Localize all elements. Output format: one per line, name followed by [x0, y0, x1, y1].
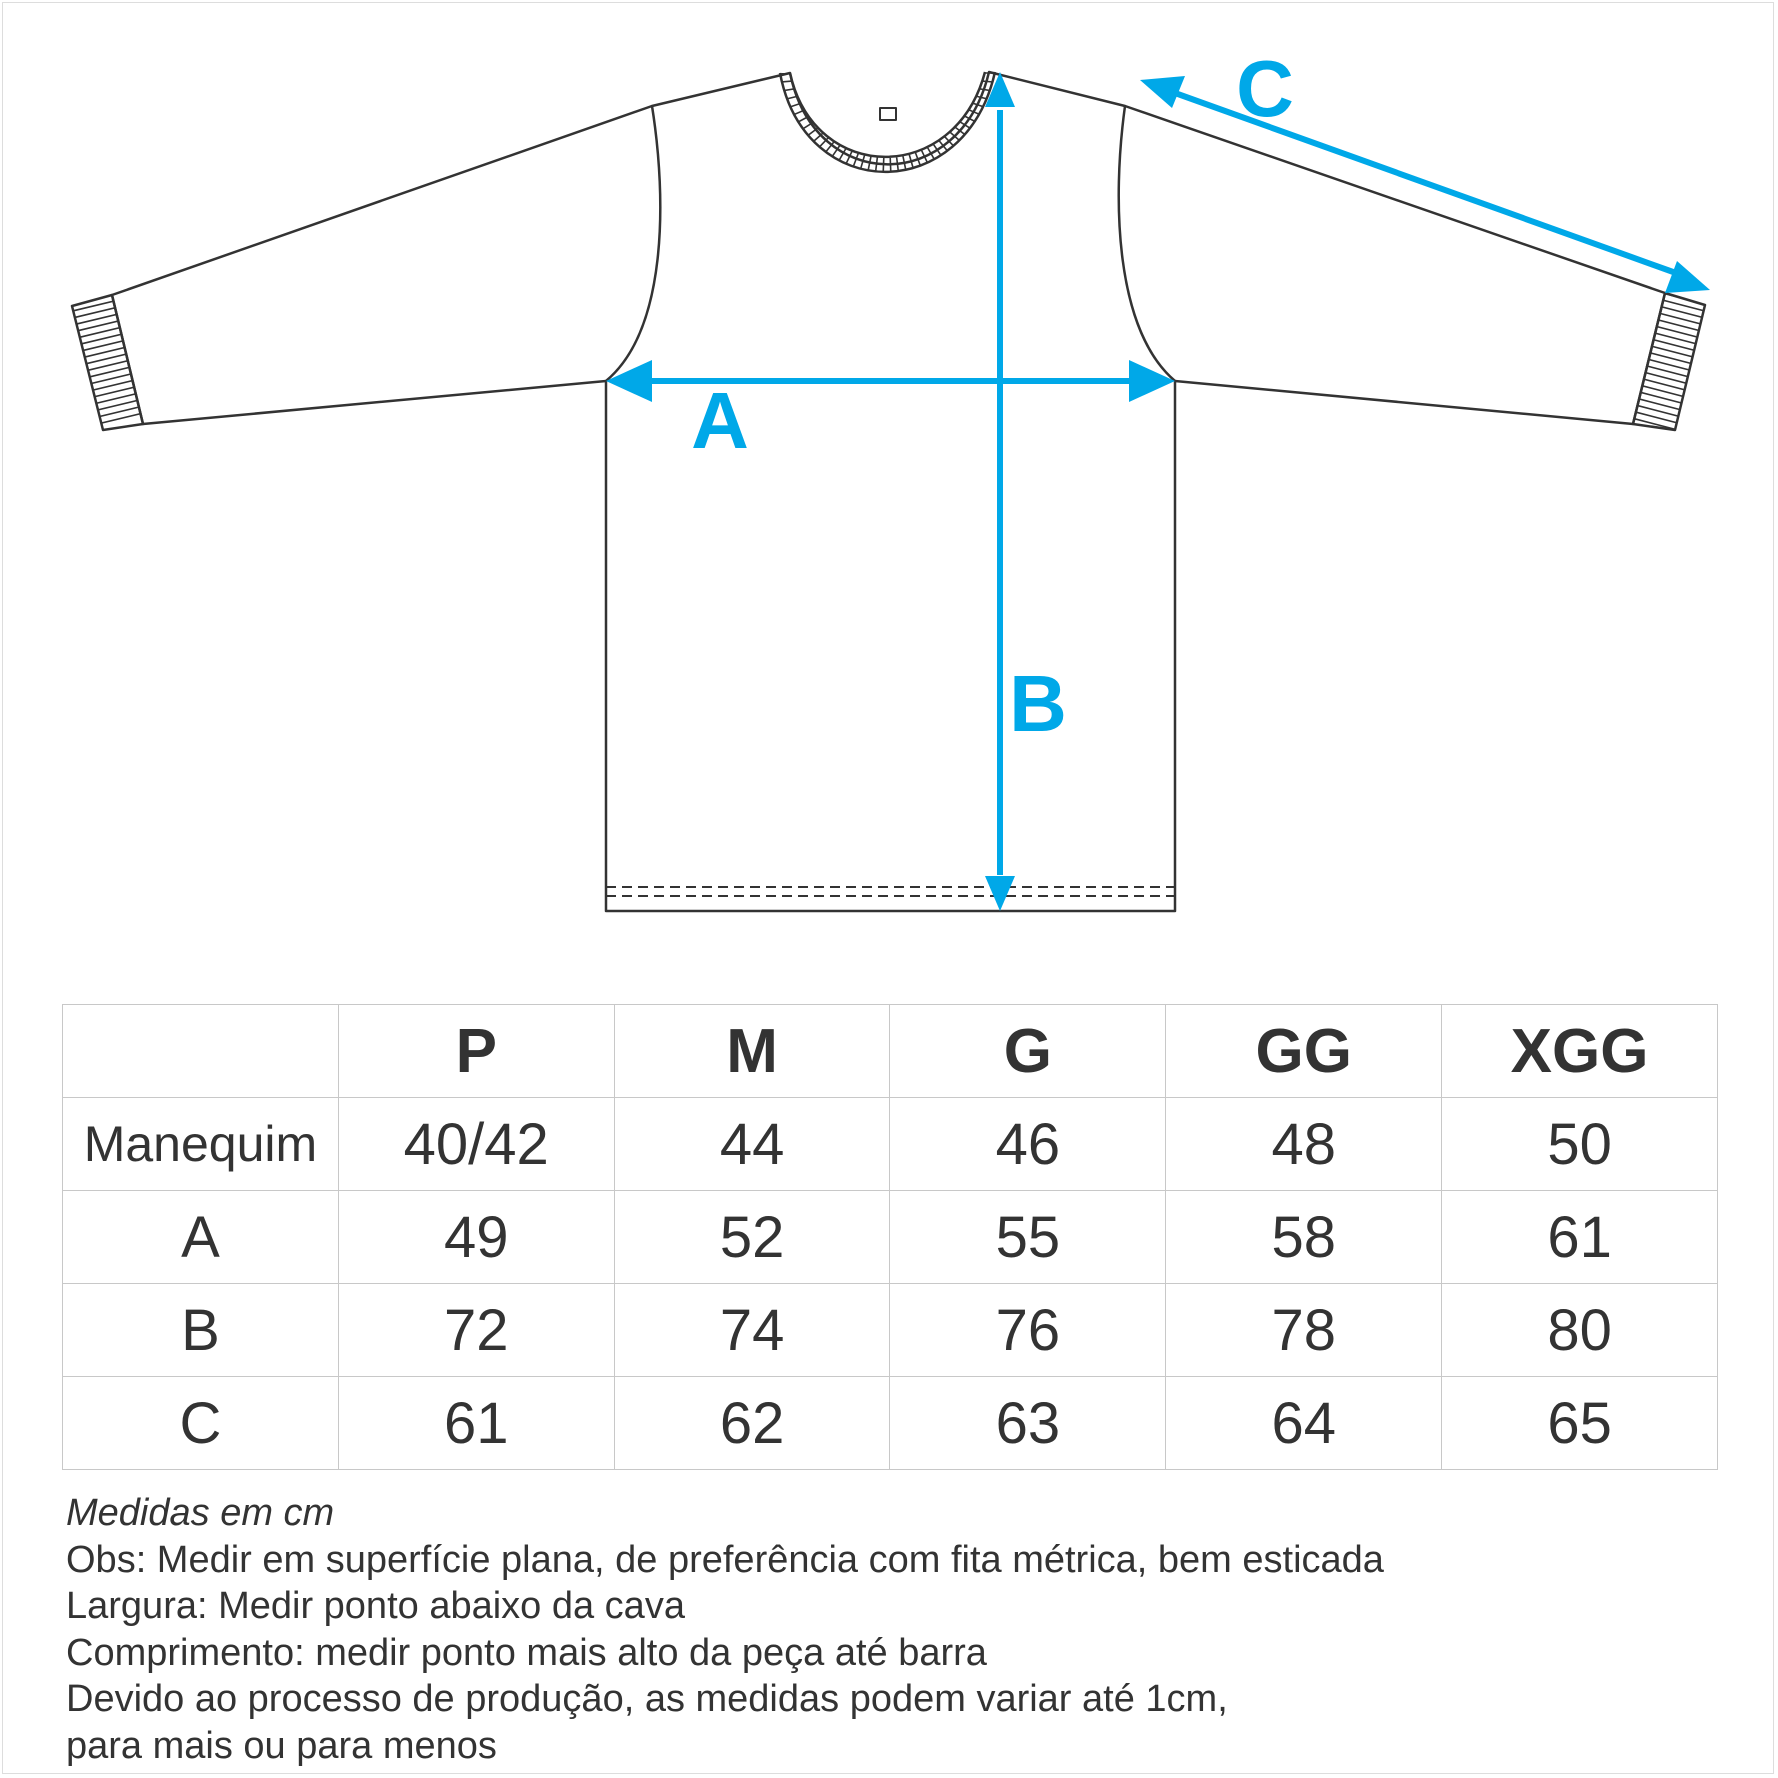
table-cell: 44	[614, 1098, 890, 1191]
right-cuff	[1633, 293, 1705, 430]
rib-line	[1620, 289, 1720, 315]
rib-line	[60, 367, 160, 391]
rib-line	[60, 332, 160, 356]
label-b: B	[1009, 659, 1067, 748]
rib-line	[769, 87, 808, 93]
note-line: para mais ou para menos	[66, 1724, 497, 1767]
table-cell: 63	[890, 1377, 1166, 1470]
rib-line	[60, 346, 160, 370]
table-row	[63, 1377, 1718, 1470]
rib-line	[767, 80, 807, 83]
rib-line	[60, 374, 160, 398]
rib-line	[770, 93, 809, 103]
rib-line	[1620, 310, 1720, 336]
rib-line	[1620, 317, 1720, 343]
rib-line	[60, 290, 160, 314]
measurement-notes	[66, 1490, 1706, 1769]
rib-line	[60, 353, 160, 377]
rib-line	[1620, 338, 1720, 364]
table-cell: 80	[1442, 1284, 1718, 1377]
row-label-cell: A	[63, 1191, 339, 1284]
size-header-cell: M	[614, 1005, 890, 1098]
rib-line	[1620, 373, 1720, 399]
size-table	[62, 1004, 1718, 1470]
rib-line	[1620, 415, 1720, 441]
table-cell: 62	[614, 1377, 890, 1470]
rib-line	[836, 150, 853, 186]
table-cell: 49	[338, 1191, 614, 1284]
row-label-cell: C	[63, 1377, 339, 1470]
table-cell: 65	[1442, 1377, 1718, 1470]
size-header-cell: P	[338, 1005, 614, 1098]
note-line: Devido ao processo de produção, as medidas podem variar até 1cm,	[66, 1678, 1228, 1720]
size-header-cell: XGG	[1442, 1005, 1718, 1098]
rib-line	[60, 297, 160, 321]
table-cell: 58	[1166, 1191, 1442, 1284]
rib-line	[60, 360, 160, 384]
label-tag	[880, 108, 896, 120]
rib-line	[1620, 359, 1720, 385]
table-row	[63, 1098, 1718, 1191]
rib-line	[1620, 324, 1720, 350]
rib-line	[1620, 352, 1720, 378]
shirt-body-outline	[606, 72, 1175, 911]
rib-line	[60, 325, 160, 349]
table-cell: 78	[1166, 1284, 1442, 1377]
table-cell: 76	[890, 1284, 1166, 1377]
table-header-row	[63, 1005, 1718, 1098]
table-row	[63, 1191, 1718, 1284]
note-line: Obs: Medir em superfície plana, de preferência com fita métrica, bem esticada	[66, 1538, 1384, 1581]
table-cell: 48	[1166, 1098, 1442, 1191]
units-note: Medidas em cm	[66, 1492, 335, 1534]
rib-line	[60, 381, 160, 405]
rib-line	[60, 402, 160, 426]
rib-line	[1620, 380, 1720, 406]
left-sleeve-outline	[112, 106, 652, 424]
rib-line	[1620, 331, 1720, 357]
note-line: Largura: Medir ponto abaixo da cava	[66, 1585, 685, 1627]
rib-line	[1620, 387, 1720, 413]
table-row	[63, 1284, 1718, 1377]
rib-line	[1620, 345, 1720, 371]
table-cell: 55	[890, 1191, 1166, 1284]
table-cell: 50	[1442, 1098, 1718, 1191]
rib-line	[1620, 366, 1720, 392]
table-cell: 72	[338, 1284, 614, 1377]
table-cell: 74	[614, 1284, 890, 1377]
table-cell: 61	[1442, 1191, 1718, 1284]
row-label-cell: B	[63, 1284, 339, 1377]
row-label-cell: Manequim	[63, 1098, 339, 1191]
table-cell: 52	[614, 1191, 890, 1284]
header-corner-cell	[63, 1005, 339, 1098]
right-sleeve-outline	[1125, 106, 1665, 424]
table-cell: 64	[1166, 1377, 1442, 1470]
label-c: C	[1236, 44, 1294, 133]
table-cell: 46	[890, 1098, 1166, 1191]
size-header-cell: G	[890, 1005, 1166, 1098]
rib-line	[60, 388, 160, 412]
label-a: A	[691, 376, 749, 465]
table-cell: 61	[338, 1377, 614, 1470]
table-cell: 40/42	[338, 1098, 614, 1191]
rib-line	[60, 395, 160, 419]
rib-line	[60, 339, 160, 363]
note-line: Comprimento: medir ponto mais alto da peça até barra	[66, 1631, 987, 1674]
size-header-cell: GG	[1166, 1005, 1442, 1098]
